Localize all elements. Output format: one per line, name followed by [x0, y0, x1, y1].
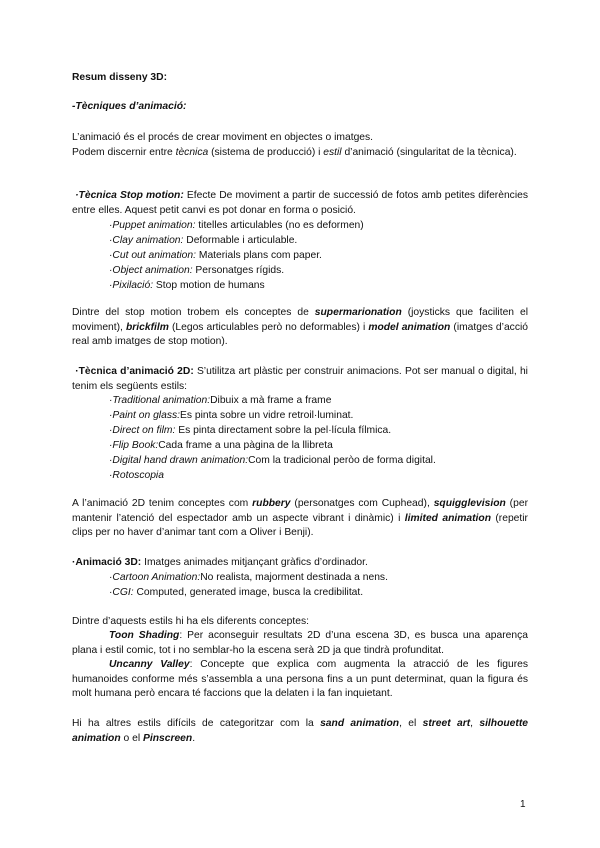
uncanny-valley-term: Uncanny Valley — [109, 659, 190, 670]
stop-motion-paragraph: ·Tècnica Stop motion: Efecte De moviment a partir de successió de fotos amb petites diferències entre elles. Aquest petit canvi es pot donar en forma o posició. — [72, 190, 528, 216]
list-item: ·Paint on glass:Es pinta sobre un vidre retroil·luminat. — [109, 409, 354, 421]
animation-2d-concepts: A l’animació 2D tenim conceptes com rubbery (personatges com Cuphead), squigglevision (per mantenir l’atenció del espectador amb un aspecte vibrant i dinàmic) i limited animation (repetir clips per no haver d’animar tant com a Oliver i Benji). — [72, 498, 528, 539]
intro-paragraph — [72, 131, 528, 160]
styles-intro: Dintre d’aquests estils hi ha els diferents conceptes: — [72, 616, 309, 627]
toon-shading-term: Toon Shading — [109, 630, 180, 641]
animation-2d-paragraph: ·Tècnica d’animació 2D: S’utilitza art plàstic per construir animacions. Pot ser manual o digital, hi tenim els següents estils: — [72, 366, 528, 392]
toon-shading-paragraph: Toon Shading: Per aconseguir resultats 2D d’una escena 3D, es busca una aparença plana i estil comic, tot i no semblar-ho la escena serà 2D ja que tindrà profunditat. — [72, 630, 528, 656]
intro-line: L’animació és el procés de crear moviment en objectes o imatges. — [72, 132, 374, 143]
animation-3d-heading: ·Animació 3D: — [72, 557, 142, 568]
stop-motion-heading: ·Tècnica Stop motion: — [75, 190, 184, 201]
stop-motion-list — [109, 219, 529, 294]
list-item: ·Clay animation: Deformable i articulable. — [109, 234, 298, 246]
stop-motion-concepts: Dintre del stop motion trobem els conceptes de supermarionation (joysticks que faciliten el moviment), brickfilm (Legos articulables però no deformables) i model animation (imatges d’acció real amb imatges de stop motion). — [72, 307, 528, 348]
document-title: Resum disseny 3D: — [72, 72, 167, 83]
list-item: ·Object animation: Personatges rígids. — [109, 264, 285, 276]
uncanny-valley-paragraph: Uncanny Valley: Concepte que explica com augmenta la atracció de les figures humanoides conforme més s’assembla a una persona fins a un punt determinat, quan la figura és molt humana però encara té faccions que la delaten i la fan inquietant. — [72, 659, 529, 700]
list-item: ·Rotoscopia — [109, 469, 164, 481]
list-item: ·Digital hand drawn animation:Com la tradicional peròo de forma digital. — [109, 454, 436, 466]
section-heading: -Tècniques d’animació: — [72, 101, 187, 112]
list-item: ·Puppet animation: titelles articulables (no es deformen) — [109, 220, 364, 231]
intro-definition: Podem discernir entre tècnica (sistema de producció) i estil d’animació (singularitat de la tècnica). — [72, 146, 517, 158]
closing-paragraph: Hi ha altres estils difícils de categoritzar com la sand animation, el street art, silhouette animation o el Pinscreen. — [72, 718, 528, 744]
page-number: 1 — [520, 799, 526, 810]
animation-2d-heading: ·Tècnica d’animació 2D: — [75, 366, 194, 377]
list-item: ·Pixilació: Stop motion de humans — [109, 279, 265, 291]
list-item: ·Cartoon Animation:No realista, majorment destinada a nens. — [109, 572, 388, 583]
list-item: ·CGI: Computed, generated image, busca la credibilitat. — [109, 586, 364, 598]
list-item: ·Traditional animation:Dibuix a mà frame a frame — [109, 395, 332, 406]
animation-2d-list — [109, 394, 529, 483]
animation-3d-paragraph: ·Animació 3D: Imatges animades mitjançant gràfics d’ordinador. — [72, 557, 368, 568]
animation-3d-list — [109, 571, 529, 601]
list-item: ·Cut out animation: Materials plans com paper. — [109, 249, 322, 261]
list-item: ·Direct on film: Es pinta directament sobre la pel·lícula fílmica. — [109, 424, 392, 436]
list-item: ·Flip Book:Cada frame a una pàgina de la llibreta — [109, 439, 333, 451]
